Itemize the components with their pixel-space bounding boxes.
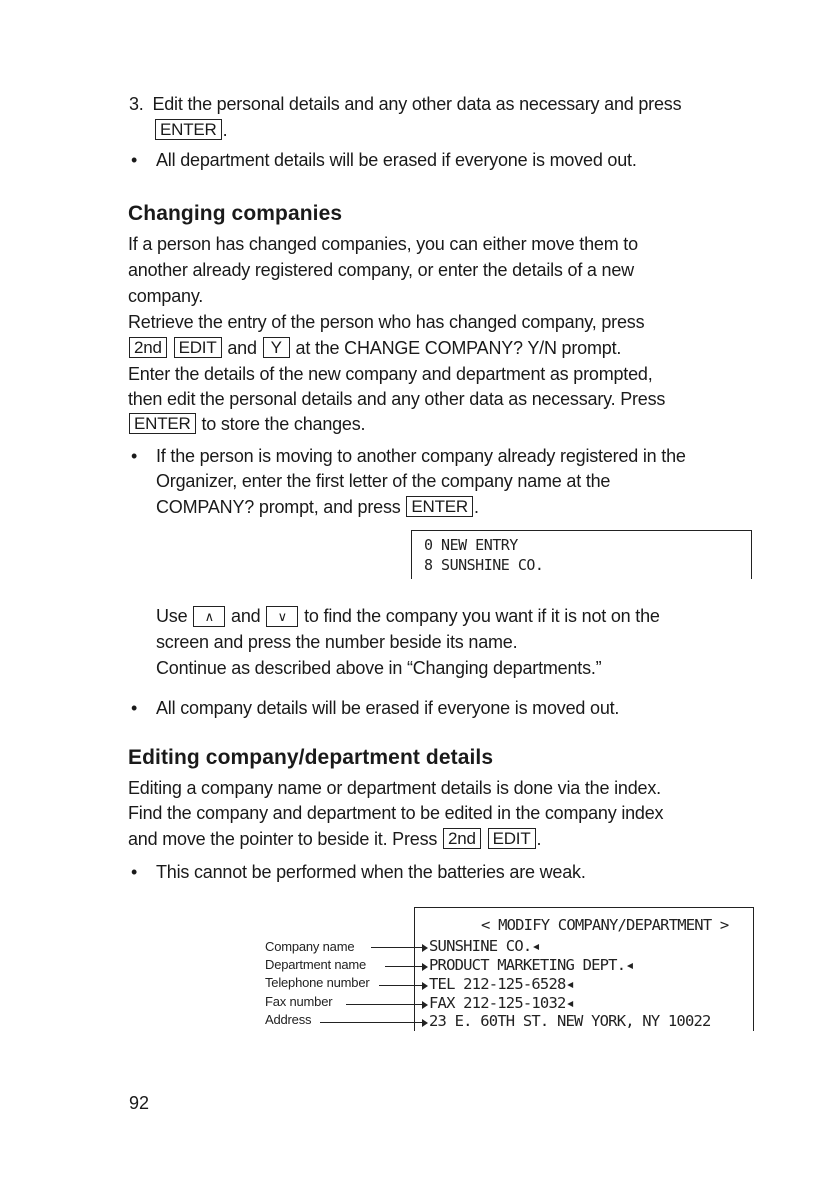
bullet2-end: . — [474, 497, 479, 517]
label-company-name: Company name — [265, 939, 355, 954]
2nd-key-label: 2nd — [443, 828, 481, 849]
bullet2-line1: If the person is moving to another company already registered in the — [156, 446, 686, 466]
enter-key-label: ENTER — [129, 413, 196, 434]
section2-line2: Find the company and department to be edited in the company index — [128, 803, 664, 823]
use-line1 — [156, 604, 660, 630]
lcd-row-telephone: TEL 212-125-6528◂ — [429, 975, 575, 993]
and-word: and — [227, 338, 257, 358]
edit-key-label: EDIT — [488, 828, 536, 849]
bullet-dot: • — [131, 446, 138, 466]
bullet2-line2: Organizer, enter the first letter of the company name at the — [156, 471, 611, 491]
label-telephone-number: Telephone number — [265, 975, 370, 990]
bullet-3-text: All company details will be erased if everyone is moved out. — [156, 698, 620, 718]
lcd-row-company: SUNSHINE CO.◂ — [429, 937, 540, 955]
bullet-dot: • — [131, 150, 138, 170]
label-fax-number: Fax number — [265, 994, 333, 1009]
heading-changing-companies: Changing companies — [128, 202, 343, 225]
leader-line-address — [320, 1022, 423, 1023]
leader-line-department — [385, 966, 423, 967]
down-arrow-key-icon: ∨ — [266, 606, 298, 627]
label-address: Address — [265, 1012, 312, 1027]
leader-line-fax — [346, 1004, 423, 1005]
up-arrow-key-icon: ∧ — [193, 606, 225, 627]
para2-line3: Enter the details of the new company and department as prompted, — [128, 364, 653, 384]
para2-line2-rest: at the CHANGE COMPANY? Y/N prompt. — [295, 338, 622, 358]
arrowhead-department — [422, 963, 428, 971]
lcd-row-sunshine: 8 SUNSHINE CO. — [424, 556, 544, 574]
step-3-text: Edit the personal details and any other data as necessary and press — [152, 94, 682, 114]
use-line2: screen and press the number beside its name. — [156, 632, 518, 652]
use-word: Use — [156, 606, 188, 626]
lcd-row-new-entry: 0 NEW ENTRY — [424, 536, 518, 554]
label-department-name: Department name — [265, 957, 367, 972]
para1-line1: If a person has changed companies, you can either move them to — [128, 234, 638, 254]
bullet-dot: • — [131, 862, 138, 882]
para2-line1: Retrieve the entry of the person who has changed company, press — [128, 312, 645, 332]
bullet-4-text: This cannot be performed when the batteries are weak. — [156, 862, 586, 882]
section2-line1: Editing a company name or department details is done via the index. — [128, 778, 661, 798]
section2-line3-text: and move the pointer to beside it. Press — [128, 829, 438, 849]
bullet-dot: • — [131, 698, 138, 718]
step-number: 3. — [129, 94, 144, 114]
lcd-screen-company-list — [411, 530, 752, 579]
para2-line4: then edit the personal details and any other data as necessary. Press — [128, 389, 666, 409]
arrowhead-company — [422, 944, 428, 952]
edit-key-label: EDIT — [174, 337, 222, 358]
use-line3: Continue as described above in “Changing departments.” — [156, 658, 602, 678]
page-number: 92 — [129, 1093, 150, 1113]
lcd-title: < MODIFY COMPANY/DEPARTMENT > — [481, 916, 729, 934]
section2-end: . — [536, 829, 542, 849]
step-3-line2 — [154, 118, 227, 144]
para1-line3: company. — [128, 286, 204, 306]
leader-line-telephone — [379, 985, 423, 986]
and-word: and — [231, 606, 261, 626]
enter-key-label: ENTER — [406, 496, 473, 517]
use-rest: to find the company you want if it is not on the — [304, 606, 660, 626]
bullet2-line3 — [156, 495, 479, 521]
y-key-label: Y — [263, 337, 290, 358]
para2-line2 — [128, 336, 621, 362]
arrowhead-telephone — [422, 982, 428, 990]
para2-line5 — [128, 412, 365, 438]
lcd-row-address: 23 E. 60TH ST. NEW YORK, NY 10022 — [429, 1012, 711, 1030]
para2-line5-rest: to store the changes. — [201, 414, 366, 434]
lcd-row-department: PRODUCT MARKETING DEPT.◂ — [429, 956, 634, 974]
leader-line-company — [371, 947, 423, 948]
2nd-key-label: 2nd — [129, 337, 167, 358]
para1-line2: another already registered company, or enter the details of a new — [128, 260, 634, 280]
lcd-row-fax: FAX 212-125-1032◂ — [429, 994, 575, 1012]
step-3-end: . — [222, 120, 228, 140]
arrowhead-address — [422, 1019, 428, 1027]
heading-editing-company-department: Editing company/department details — [128, 746, 494, 769]
bullet2-line3-text: COMPANY? prompt, and press — [156, 497, 401, 517]
step-3-paragraph — [129, 92, 681, 118]
bullet-1-text: All department details will be erased if everyone is moved out. — [156, 150, 637, 170]
lcd-screen-modify-company — [414, 907, 754, 1031]
arrowhead-fax — [422, 1001, 428, 1009]
enter-key-label: ENTER — [155, 119, 222, 140]
section2-line3 — [128, 827, 541, 853]
